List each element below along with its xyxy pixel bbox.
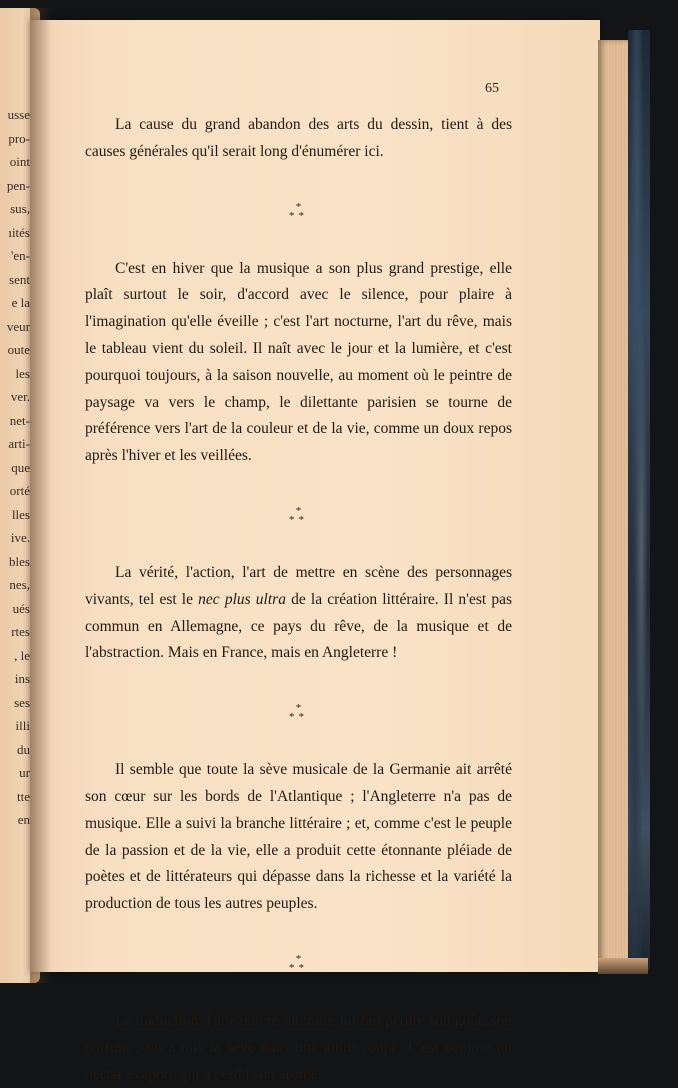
book-page <box>30 20 600 1083</box>
previous-page-fragment: tte <box>17 788 30 804</box>
previous-page-fragment: lles <box>11 506 30 522</box>
previous-page-fragment: , le <box>14 647 30 663</box>
cover-bottom-edge <box>598 958 648 974</box>
previous-page-fragment: net- <box>9 412 30 428</box>
italic-phrase: nec plus ultra <box>198 590 286 608</box>
paragraph-1: La cause du grand abandon des arts du dessin, tient à des causes générales qu'il serait long d'énumérer ici. <box>85 116 512 160</box>
previous-page-fragment: rtes <box>11 624 30 639</box>
marbled-cover <box>628 30 650 970</box>
previous-page-fragment: du <box>17 741 30 757</box>
page-number: 65 <box>485 81 499 96</box>
previous-page-fragment: usse <box>7 107 30 122</box>
previous-page-fragment: ver. <box>10 389 30 404</box>
asterism-1: * ** <box>289 200 308 222</box>
previous-page-fragment: veur <box>6 318 30 334</box>
previous-page-fragment: ıités <box>8 224 30 240</box>
paragraph-3: La vérité, l'action, l'art de mettre en scène des personnages vivants, tel est le nec plus ultra de la création littéraire. Il n'est pas commun en Allemagne, ce pays du rêve, de la musique et de l'abstraction. Mais en France, mais en Angleterre ! <box>85 563 512 662</box>
previous-page-fragment: pro- <box>8 130 30 146</box>
previous-page-fragment: nes, <box>9 577 30 592</box>
previous-page-fragment: oute <box>7 342 30 357</box>
paragraph-4: Il semble que toute la sève musicale de la Germanie ait arrêté son cœur sur les bords de l'Atlantique ; l'Angleterre n'a pas de musique. Elle a suivi la branche littéraire ; et, comme c'est le peuple de la passion et de la vie, elle a produit cette étonnante pléiade de poètes et de littérateurs qui dépasse dans la richesse et la variété la production de tous les autres peuples. <box>85 761 512 913</box>
previous-page-fragment: ins <box>14 671 30 686</box>
previous-page-fragment: arti- <box>8 436 30 451</box>
previous-page-fragment: pen- <box>6 177 30 193</box>
asterism-3: * ** <box>289 702 308 724</box>
previous-page-fragment: que <box>11 459 30 475</box>
asterism-2: * ** <box>289 504 308 526</box>
previous-page-fragment: ses <box>14 694 30 710</box>
gutter-shadow <box>30 8 52 983</box>
page-body <box>85 112 512 1088</box>
previous-page-fragment: sent <box>9 271 30 287</box>
previous-page-fragment: les <box>15 365 30 381</box>
previous-page-fragment: bles <box>9 553 30 569</box>
previous-page-fragment: oint <box>9 154 30 169</box>
previous-page-fragment: en <box>17 812 30 827</box>
previous-page-fragment: 'en- <box>11 248 30 263</box>
previous-page-fragment: e la <box>11 295 30 310</box>
asterism-4: * ** <box>289 952 308 974</box>
previous-page-fragment: ués <box>12 600 30 616</box>
paragraph-5: La traduction d'une œuvre littéraire lui fait perdre son goût, son parfum ; on a mis la sève dans une autre coupe. C'est comme un nectar évaporé qui a perdu son arome. <box>85 1011 512 1083</box>
previous-page-text-fragments <box>7 103 30 832</box>
paragraph-2: C'est en hiver que la musique a son plus grand prestige, elle plaît surtout le soir, d'accord avec le silence, pour plaire à l'imagination qu'elle éveille ; c'est l'art nocturne, l'art du rêve, mais le tableau vient du soleil. Il naît avec le jour et la lumière, et c'est pourquoi toujours, à la saison nouvelle, au moment où le peintre de paysage va vers le champ, le dilettante parisien se tourne de préférence vers l'art de la couleur et de la vie, comme un doux repos après l'hiver et les veillées. <box>85 259 512 465</box>
previous-page-fragment: ur <box>19 765 30 780</box>
previous-page-fragment: sus, <box>10 201 30 216</box>
previous-page-fragment: illi <box>15 718 30 733</box>
previous-page-fragment: orté <box>9 483 30 498</box>
previous-page-fragment: ive. <box>10 530 30 545</box>
